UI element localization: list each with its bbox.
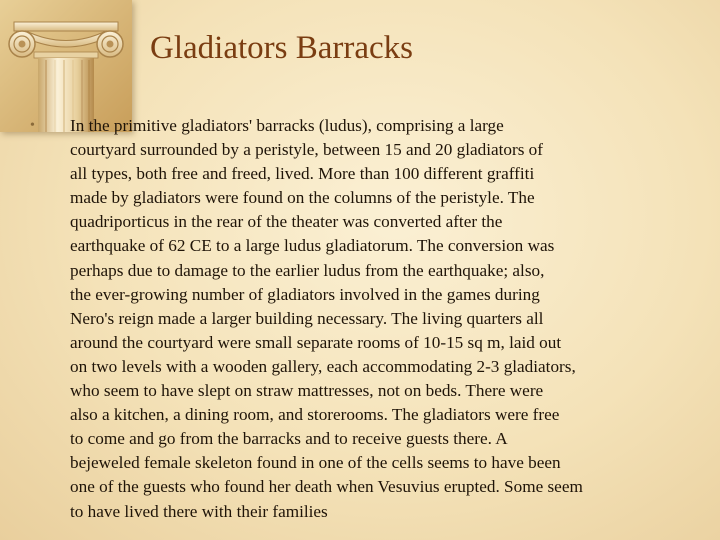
text-line: who seem to have slept on straw mattresses, not on beds. There were xyxy=(70,381,544,401)
text-line: made by gladiators were found on the columns of the peristyle. The xyxy=(70,188,535,208)
text-line: on two levels with a wooden gallery, each accommodating 2-3 gladiators, xyxy=(70,356,576,376)
text-line: the ever-growing number of gladiators involved in the games during xyxy=(70,284,540,304)
text-line: around the courtyard were small separate rooms of 10-15 sq m, laid out xyxy=(70,332,562,352)
text-line: bejeweled female skeleton found in one of the cells seems to have been xyxy=(70,453,561,473)
text-line: earthquake of 62 CE to a large ludus gladiatorum. The conversion was xyxy=(70,236,555,256)
ionic-column-graphic xyxy=(0,0,132,132)
text-line: to have lived there with their families xyxy=(70,501,328,521)
bullet-text xyxy=(70,114,583,524)
slide-title: Gladiators Barracks xyxy=(150,30,413,66)
text-line: perhaps due to damage to the earlier ludus from the earthquake; also, xyxy=(70,260,545,280)
ionic-column-icon xyxy=(0,0,132,132)
text-line: quadriporticus in the rear of the theater was converted after the xyxy=(70,212,503,232)
text-line: one of the guests who found her death when Vesuvius erupted. Some seem xyxy=(70,477,583,497)
text-line: courtyard surrounded by a peristyle, between 15 and 20 gladiators of xyxy=(70,140,543,160)
text-line: all types, both free and freed, lived. More than 100 different graffiti xyxy=(70,164,535,184)
text-line: In the primitive gladiators' barracks (ludus), comprising a large xyxy=(70,116,504,135)
text-line: Nero's reign made a larger building necessary. The living quarters all xyxy=(70,308,544,328)
text-line: also a kitchen, a dining room, and storerooms. The gladiators were free xyxy=(70,405,560,425)
text-line: to come and go from the barracks and to receive guests there. A xyxy=(70,429,508,449)
bullet-marker: • xyxy=(30,118,35,133)
